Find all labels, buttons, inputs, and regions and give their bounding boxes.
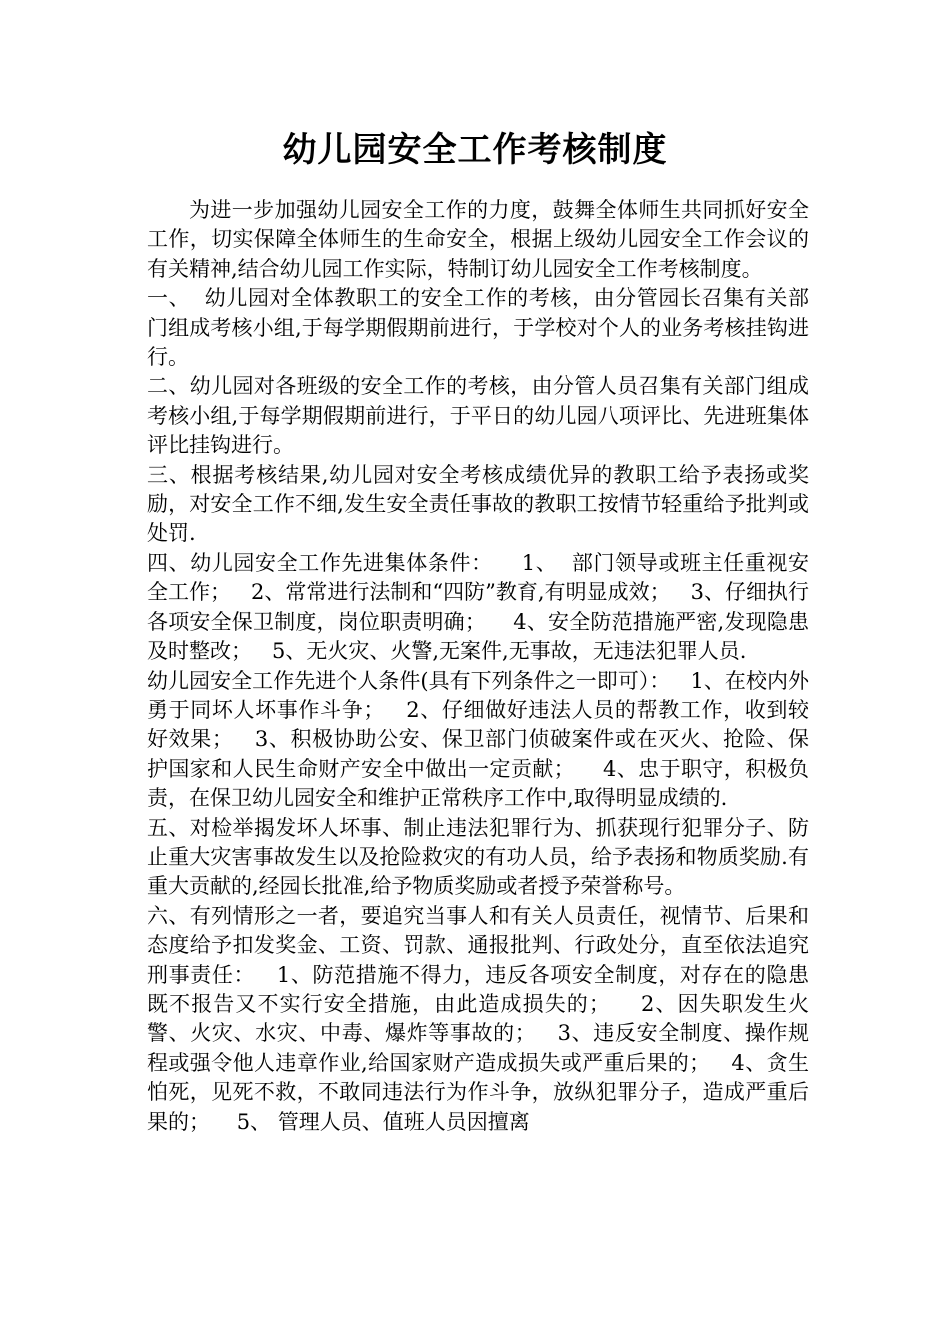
page-title: 幼儿园安全工作考核制度 (282, 130, 668, 170)
paragraph-item-1: 一、 幼儿园对全体教职工的安全工作的考核，由分管园长召集有关部门组成考核小组,于每学期假期前进行，于学校对个人的业务考核挂钩进行。 (147, 286, 809, 370)
paragraph-intro: 为进一步加强幼儿园安全工作的力度，鼓舞全体师生共同抓好安全工作，切实保障全体师生的生命安全，根据上级幼儿园安全工作会议的有关精神,结合幼儿园工作实际，特制订幼儿园安全工作考核制度。 (147, 198, 809, 281)
paragraph-item-3: 三、根据考核结果,幼儿园对安全考核成绩优异的教职工给予表扬或奖励，对安全工作不细,发生安全责任事故的教职工按情节轻重给予批判或处罚. (147, 462, 809, 546)
paragraph-item-2: 二、幼儿园对各班级的安全工作的考核，由分管人员召集有关部门组成考核小组,于每学期假期前进行，于平日的幼儿园八项评比、先进班集体评比挂钩进行。 (147, 374, 809, 458)
paragraph-item-5: 五、对检举揭发坏人坏事、制止违法犯罪行为、抓获现行犯罪分子、防止重大灾害事故发生以及抢险救灾的有功人员，给予表扬和物质奖励.有重大贡献的,经园长批准,给予物质奖励或者授予荣誉称号。 (147, 815, 809, 899)
paragraph-individual-conditions: 幼儿园安全工作先进个人条件(具有下列条件之一即可）： 1、在校内外勇于同坏人坏事作斗争； 2、仔细做好违法人员的帮教工作，收到较好效果； 3、积极协助公安、保卫部门侦破案件或在灭火、抢险、保护国家和人民生命财产安全中做出一定贡献； 4、忠于职守，积极负责，在保卫幼儿园安全和维护正常秩序工作中,取得明显成绩的. (147, 668, 809, 811)
document-body (147, 196, 809, 1137)
paragraph-item-6: 六、有列情形之一者，要追究当事人和有关人员责任，视情节、后果和态度给予扣发奖金、工资、罚款、通报批判、行政处分，直至依法追究刑事责任： 1、防范措施不得力，违反各项安全制度，对存在的隐患既不报告又不实行安全措施，由此造成损失的； 2、因失职发生火警、火灾、水灾、中毒、爆炸等事故的； 3、违反安全制度、操作规程或强令他人违章作业,给国家财产造成损失或严重后果的； 4、贪生怕死，见死不救，不敢同违法行为作斗争，放纵犯罪分子，造成严重后果的； 5、 管理人员、值班人员因擅离 (147, 903, 809, 1134)
paragraph-item-4: 四、幼儿园安全工作先进集体条件： 1、 部门领导或班主任重视安全工作； 2、常常进行法制和“四防”教育,有明显成效； 3、仔细执行各项安全保卫制度，岗位职责明确； 4、安全防范措施严密,发现隐患及时整改； 5、无火灾、火警,无案件,无事故，无违法犯罪人员. (147, 550, 809, 664)
